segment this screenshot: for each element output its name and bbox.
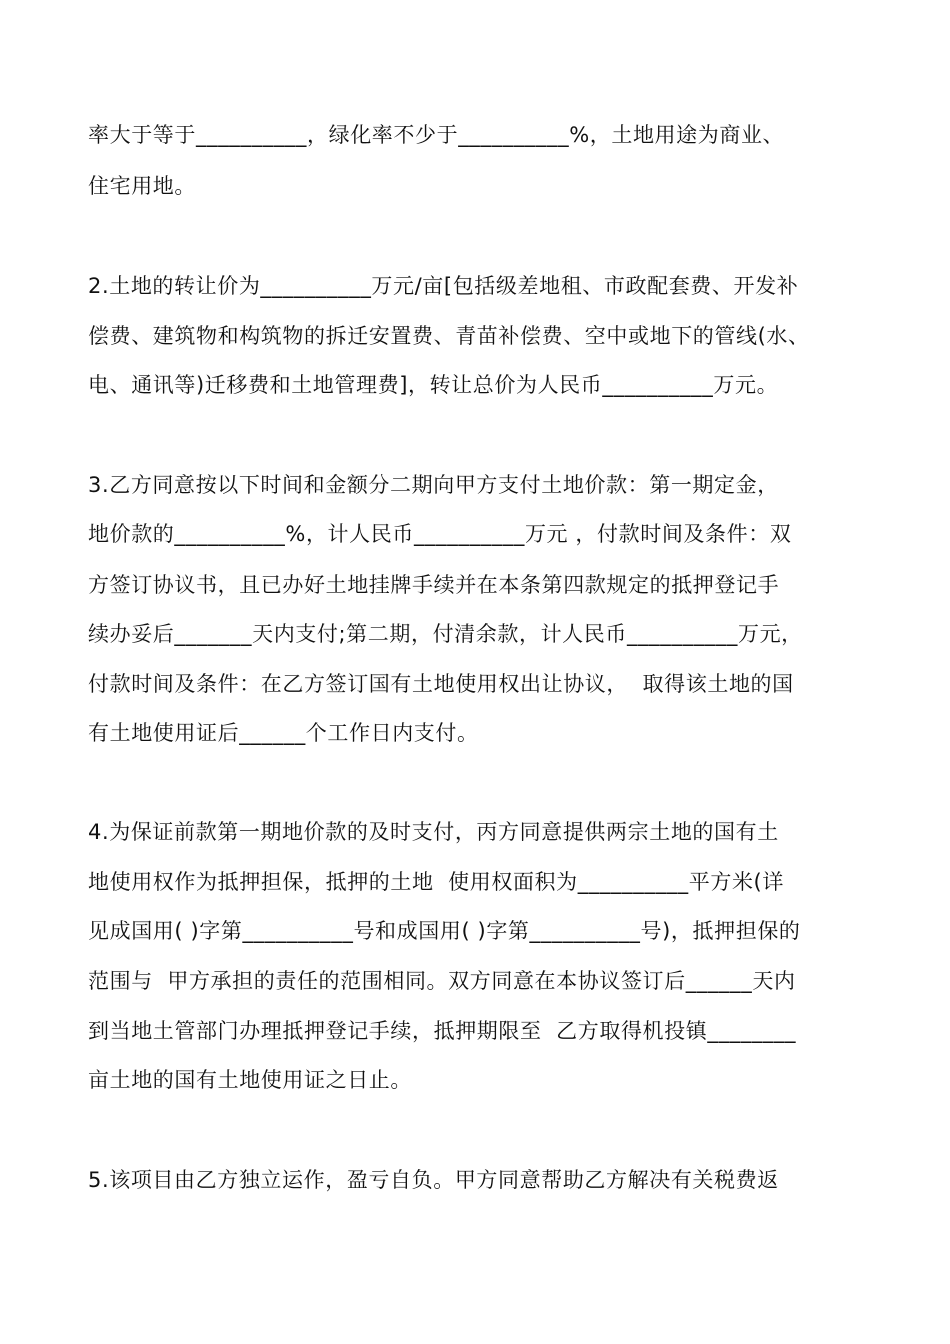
text-line: 住宅用地。 xyxy=(88,174,196,198)
text-line: 见成国用( )字第__________号和成国用( )字第__________号)，抵押担保的 xyxy=(88,919,801,943)
text-line: 地价款的__________%，计人民币__________万元 ，付款时间及条件：双 xyxy=(88,522,792,546)
text-line: 地使用权作为抵押担保，抵押的土地 使用权面积为__________平方米(详 xyxy=(88,870,784,894)
text-line: 到当地土管部门办理抵押登记手续，抵押期限至 乙方取得机投镇________ xyxy=(88,1019,797,1043)
text-line: 范围与 甲方承担的责任的范围相同。双方同意在本协议签订后______天内 xyxy=(88,969,796,993)
text-line: 5.该项目由乙方独立运作，盈亏自负。甲方同意帮助乙方解决有关税费返 xyxy=(88,1168,779,1192)
text-line: 偿费、建筑物和构筑物的拆迁安置费、青苗补偿费、空中或地下的管线(水、 xyxy=(88,324,810,348)
text-line: 方签订协议书，且已办好土地挂牌手续并在本条第四款规定的抵押登记手 xyxy=(88,573,780,597)
text-line: 电、通讯等)迁移费和土地管理费]，转让总价为人民币__________万元。 xyxy=(88,373,779,397)
text-line: 续办妥后_______天内支付;第二期，付清余款，计人民币__________万元， xyxy=(88,622,803,646)
text-line: 付款时间及条件：在乙方签订国有土地使用权出让协议， 取得该土地的国 xyxy=(88,672,794,696)
text-line: 4.为保证前款第一期地价款的及时支付，丙方同意提供两宗土地的国有土 xyxy=(88,820,779,844)
text-line: 3.乙方同意按以下时间和金额分二期向甲方支付土地价款：第一期定金， xyxy=(88,473,779,497)
text-line: 亩土地的国有土地使用证之日止。 xyxy=(88,1068,412,1092)
text-line: 2.土地的转让价为__________万元/亩[包括级差地租、市政配套费、开发补 xyxy=(88,274,799,298)
text-line: 率大于等于__________，绿化率不少于__________%，土地用途为商业、 xyxy=(88,123,785,147)
text-line: 有土地使用证后______个工作日内支付。 xyxy=(88,721,479,745)
